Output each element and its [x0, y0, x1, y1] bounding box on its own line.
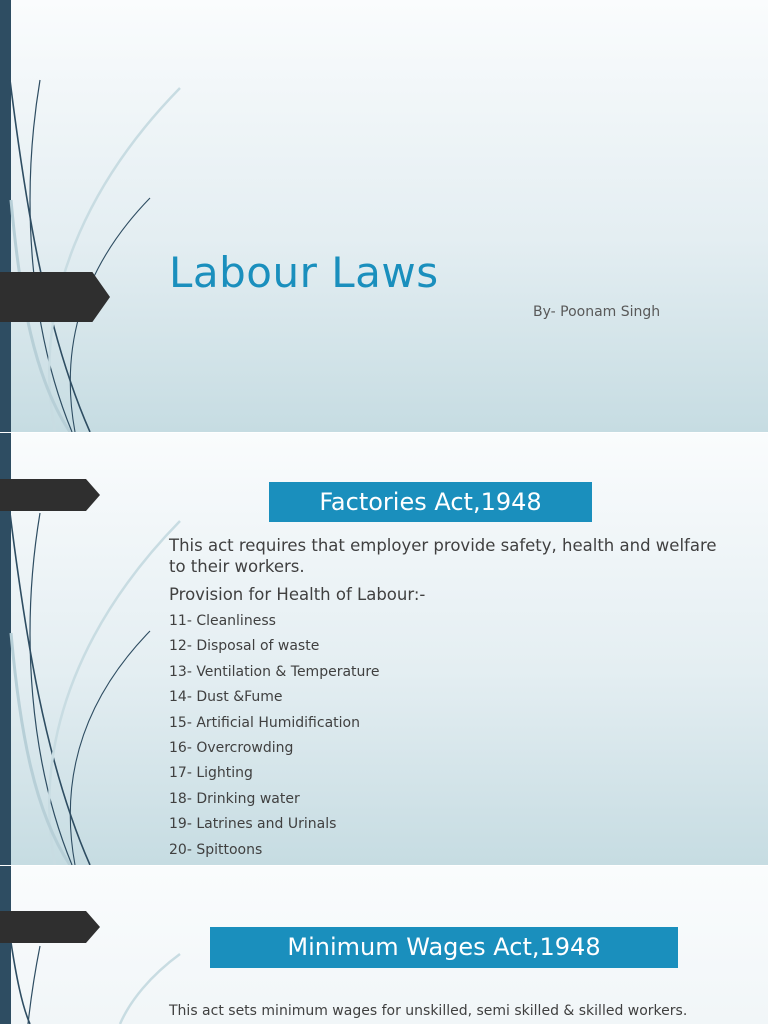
list-item: 11- Cleanliness [169, 613, 276, 629]
slide-tab-marker [0, 479, 100, 511]
list-item: 20- Spittoons [169, 841, 263, 858]
author-byline: By- Poonam Singh [533, 304, 661, 320]
list-item: 15- Artificial Humidification [169, 714, 360, 731]
provision-list [169, 613, 379, 865]
list-item: 13- Ventilation & Temperature [169, 663, 380, 680]
minimum-wages-slide [0, 866, 768, 1024]
slide-title: Minimum Wages Act,1948 [210, 927, 678, 968]
decorative-curves [0, 0, 200, 432]
slide-tab-marker [0, 272, 110, 322]
decorative-curves [0, 866, 200, 1024]
presentation-title: Labour Laws [169, 248, 439, 297]
slide-title: Factories Act,1948 [269, 482, 592, 522]
slide-intro-text: This act sets minimum wages for unskilled, semi skilled & skilled workers. [169, 1003, 688, 1019]
slide-intro-text: This act requires that employer provide safety, health and welfare to their workers. [169, 536, 717, 576]
list-item: 14- Dust &Fume [169, 689, 283, 706]
list-item: 16- Overcrowding [169, 739, 294, 756]
list-item: 18- Drinking water [169, 790, 300, 807]
list-item: 19- Latrines and Urinals [169, 816, 337, 833]
slide-tab-marker [0, 911, 100, 943]
list-item: 17- Lighting [169, 765, 253, 782]
factories-act-slide [0, 433, 768, 865]
list-item: 12- Disposal of waste [169, 638, 320, 655]
title-slide [0, 0, 768, 432]
provision-subheading: Provision for Health of Labour:- [169, 585, 426, 604]
